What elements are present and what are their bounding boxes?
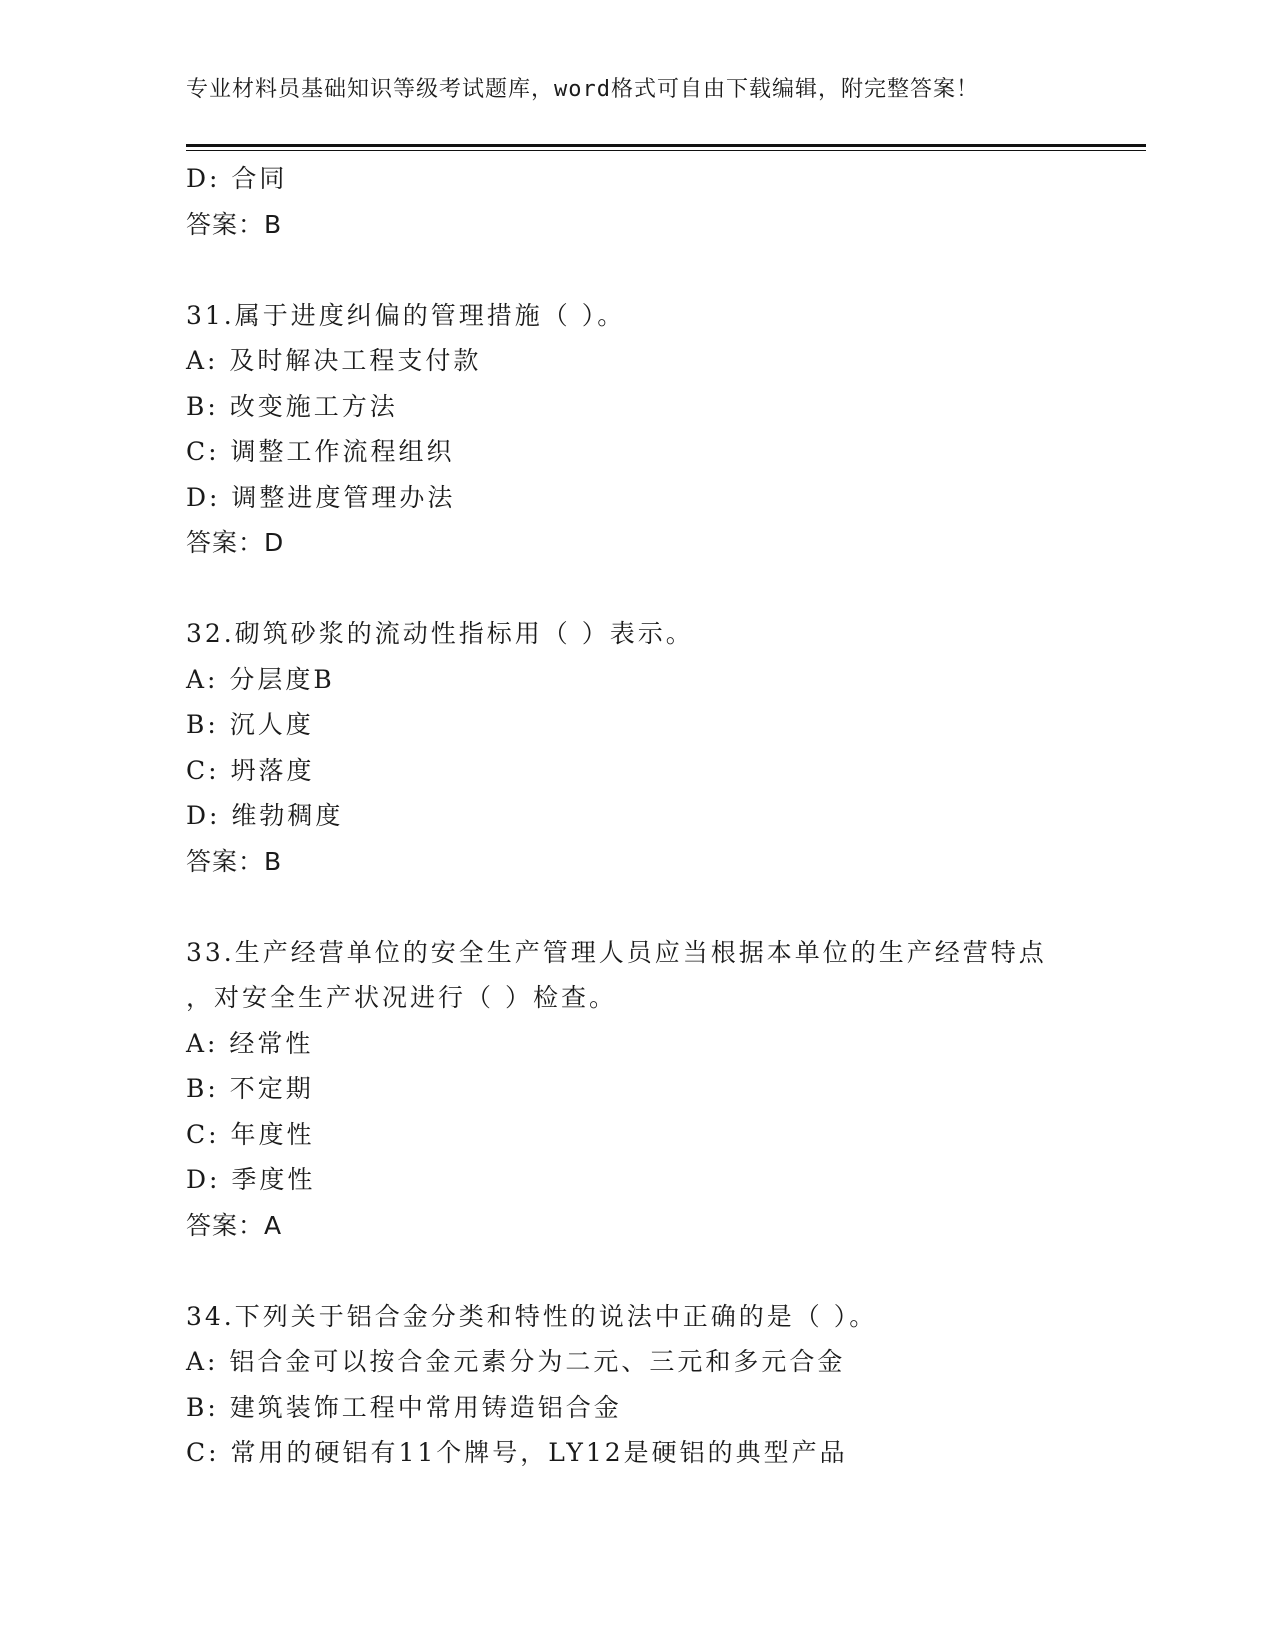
question-block [186,1294,1086,1476]
question-stem: 33.生产经营单位的安全生产管理人员应当根据本单位的生产经营特点 [186,937,1047,967]
answer-line: 答案：B [186,846,283,876]
option-d: D: 维勃稠度 [186,801,344,830]
question-stem: 34.下列关于铝合金分类和特性的说法中正确的是（ ）。 [186,1301,878,1331]
option-a: A: 经常性 [186,1028,314,1058]
header-rule-thin [186,150,1146,151]
option-c: C: 常用的硬铝有11个牌号，LY12是硬铝的典型产品 [186,1438,848,1467]
answer-line: 答案：D [186,528,285,557]
option-d: D: 季度性 [186,1165,316,1194]
question-stem: 31.属于进度纠偏的管理措施（ ）。 [186,300,626,330]
spacer [186,566,1086,612]
question-stem-continued: ，对安全生产状况进行（ ）检查。 [186,983,617,1012]
question-list [186,156,1086,1476]
answer-line: 答案：B [186,209,283,239]
option-b: B: 沉人度 [186,710,314,739]
option-a: A: 分层度B [186,664,335,694]
option-c: C: 调整工作流程组织 [186,437,455,466]
option-a: A: 铝合金可以按合金元素分为二元、三元和多元合金 [186,1347,846,1376]
option-c: C: 坍落度 [186,755,315,785]
question-block [186,293,1086,566]
option-b: B: 不定期 [186,1074,314,1103]
question-block [186,611,1086,884]
spacer [186,884,1086,930]
option-d: D: 调整进度管理办法 [186,482,456,512]
question-stem: 32.砌筑砂浆的流动性指标用（ ）表示。 [186,619,694,648]
option-b: B: 改变施工方法 [186,391,398,421]
option-line: D: 合同 [186,164,288,193]
page-header: 专业材料员基础知识等级考试题库，word格式可自由下载编辑，附完整答案！ [186,77,979,102]
question-block [186,930,1086,1249]
option-b: B: 建筑装饰工程中常用铸造铝合金 [186,1392,622,1422]
spacer [186,247,1086,293]
answer-line: 答案：A [186,1210,283,1240]
option-c: C: 年度性 [186,1119,315,1149]
option-a: A: 及时解决工程支付款 [186,346,482,375]
header-rule-thick [186,144,1146,147]
spacer [186,1248,1086,1294]
